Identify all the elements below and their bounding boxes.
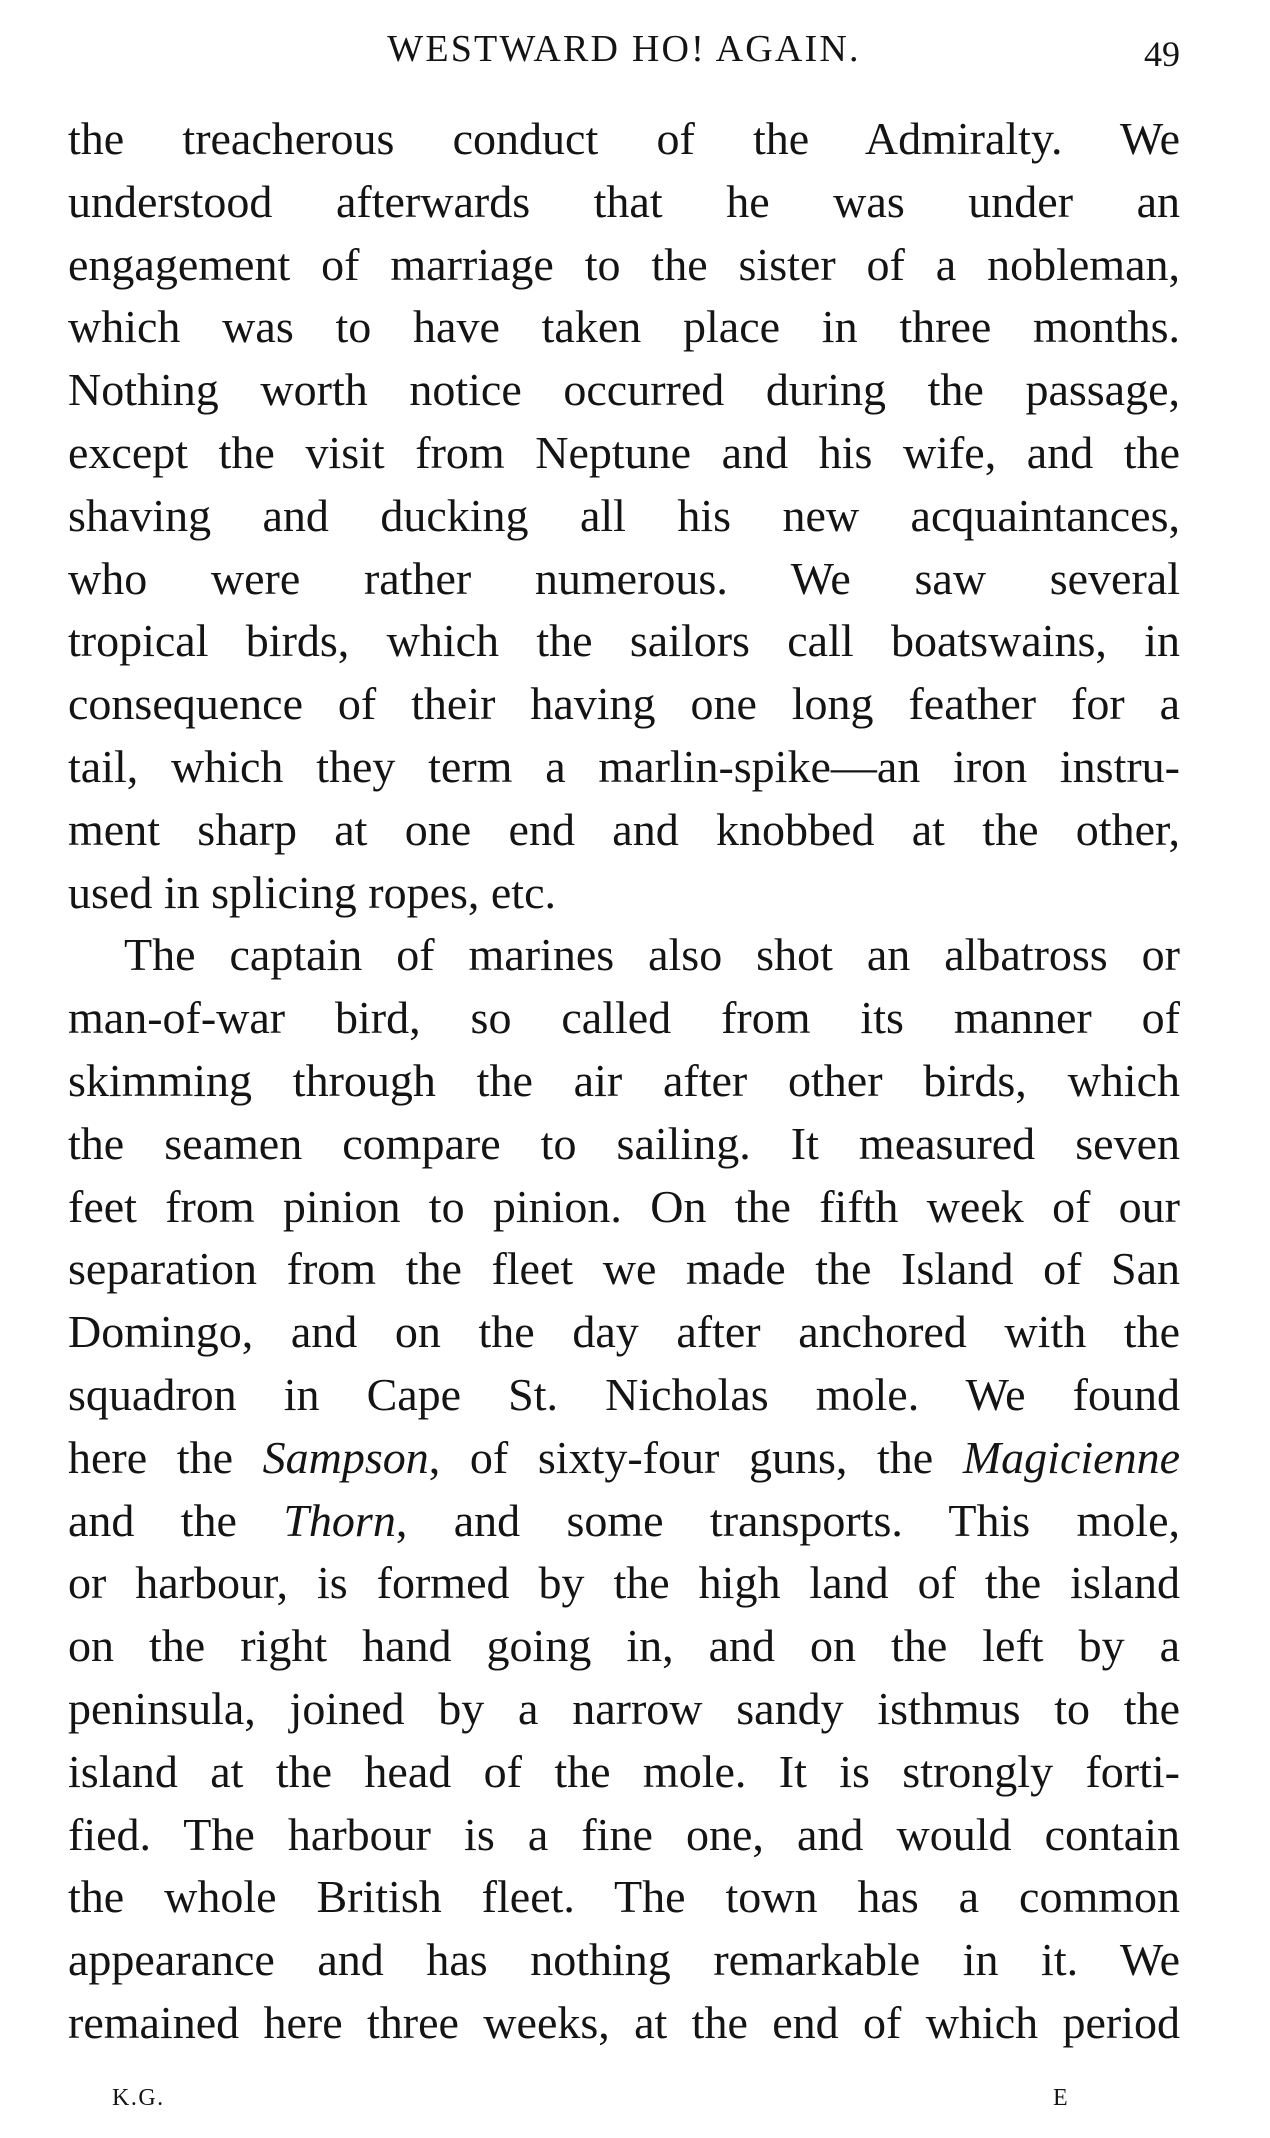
text-line: man-of-war bird, so called from its manner of: [68, 992, 1180, 1044]
ship-name-sampson: Sampson: [262, 1431, 429, 1483]
text-line: tropical birds, which the sailors call boatswains, in: [68, 615, 1180, 667]
text-line: engagement of marriage to the sister of a nobleman,: [68, 238, 1180, 290]
printer-signature-right: E: [1053, 2085, 1068, 2111]
text-line: squadron in Cape St. Nicholas mole. We found: [68, 1368, 1180, 1420]
ship-name-thorn: Thorn: [283, 1494, 396, 1546]
text-line: separation from the fleet we made the Island of San: [68, 1243, 1180, 1295]
text-segment: here the: [68, 1431, 263, 1483]
text-line: except the visit from Neptune and his wife, and the: [68, 426, 1180, 478]
text-line: the seamen compare to sailing. It measured seven: [68, 1117, 1180, 1169]
text-line: peninsula, joined by a narrow sandy isthmus to the: [68, 1682, 1180, 1734]
text-line: shaving and ducking all his new acquaintances,: [68, 489, 1180, 541]
text-line: appearance and has nothing remarkable in it. We: [68, 1934, 1180, 1986]
text-line: consequence of their having one long feather for a: [68, 678, 1180, 730]
ship-name-magicienne: Magicienne: [962, 1431, 1180, 1483]
text-line: ment sharp at one end and knobbed at the other,: [68, 803, 1180, 855]
running-head: [68, 22, 1180, 82]
text-line: Nothing worth notice occurred during the passage,: [68, 364, 1180, 416]
text-segment: , of sixty-four guns, the: [428, 1431, 963, 1483]
text-line: who were rather numerous. We saw several: [68, 552, 1180, 604]
text-line-ships: [68, 1490, 1180, 1553]
running-title: WESTWARD HO! AGAIN.: [387, 28, 861, 70]
text-line: the whole British fleet. The town has a common: [68, 1871, 1180, 1923]
text-line: fied. The harbour is a fine one, and would contain: [68, 1808, 1180, 1860]
text-line: understood afterwards that he was under an: [68, 175, 1180, 227]
text-line: remained here three weeks, at the end of which period: [68, 1996, 1180, 2048]
body-text: [68, 108, 1180, 2055]
text-line: the treacherous conduct of the Admiralty. We: [68, 113, 1180, 164]
text-segment: and the: [68, 1494, 284, 1546]
paragraph-end-line: used in splicing ropes, etc.: [68, 866, 557, 918]
text-line: skimming through the air after other birds, which: [68, 1054, 1180, 1106]
text-line: Domingo, and on the day after anchored with the: [68, 1306, 1180, 1358]
text-line: island at the head of the mole. It is strongly forti-: [68, 1745, 1180, 1797]
text-line: on the right hand going in, and on the left by a: [68, 1620, 1180, 1672]
text-line: tail, which they term a marlin-spike—an iron instru-: [68, 740, 1180, 792]
text-line-ships: [68, 1427, 1180, 1490]
paragraph-start-line: The captain of marines also shot an albatross or: [124, 929, 1180, 981]
text-line: which was to have taken place in three months.: [68, 301, 1180, 353]
text-line: or harbour, is formed by the high land of the island: [68, 1557, 1180, 1609]
page-number: 49: [1144, 34, 1180, 74]
text-line: feet from pinion to pinion. On the fifth week of our: [68, 1180, 1180, 1232]
printer-signature-left: K.G.: [112, 2085, 165, 2111]
text-segment: , and some transports. This mole,: [395, 1494, 1180, 1546]
page-footer: [68, 2086, 1180, 2116]
